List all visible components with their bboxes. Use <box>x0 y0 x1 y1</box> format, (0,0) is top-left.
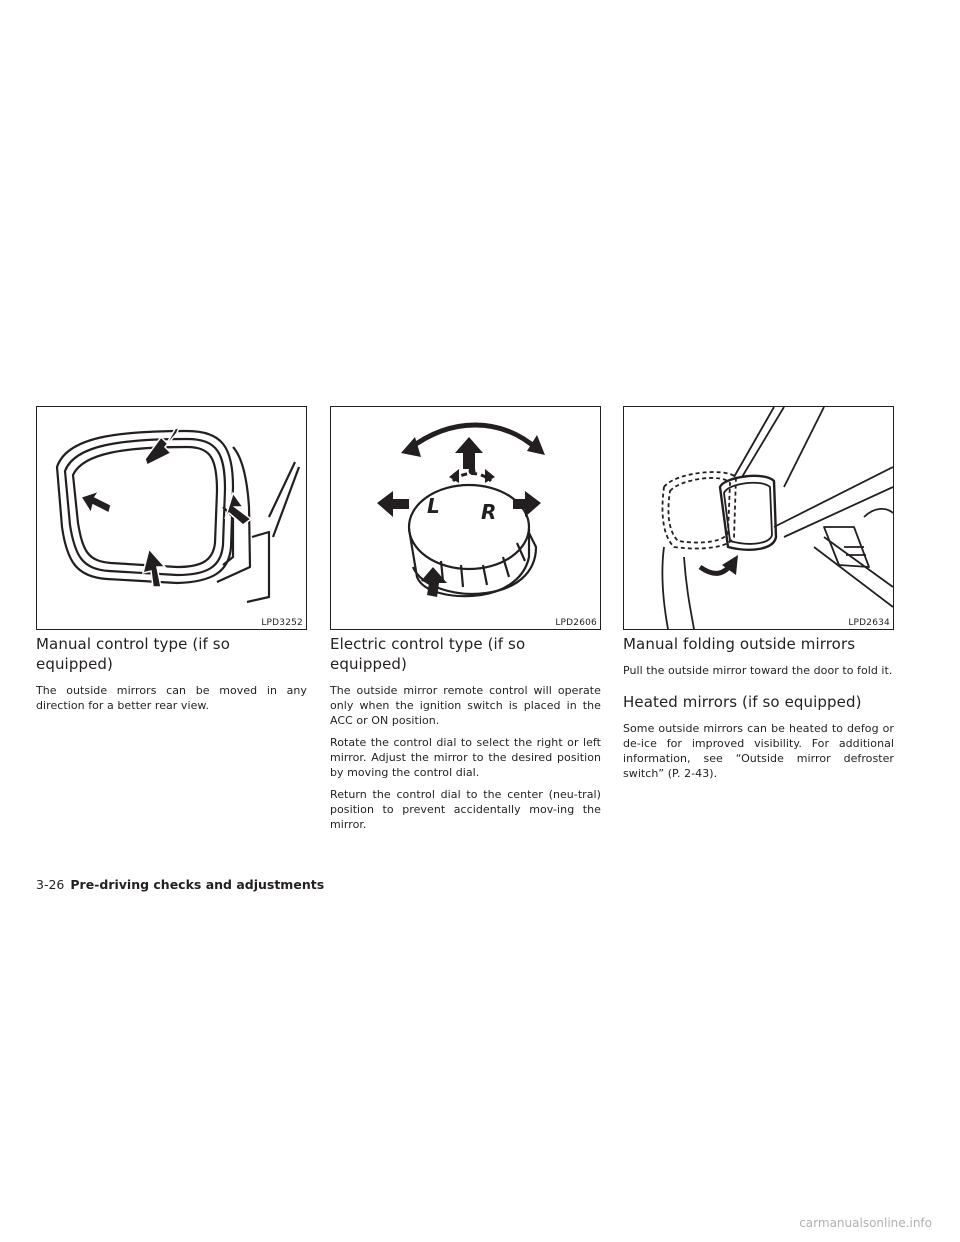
dial-label-left: L <box>427 494 440 518</box>
page-number: 3-26 <box>36 877 65 892</box>
paragraph: The outside mirror remote control will operate only when the ignition switch is placed in the ACC or ON position. <box>330 684 601 727</box>
figure-code: LPD2634 <box>848 618 890 628</box>
figure-code: LPD2606 <box>555 618 597 628</box>
section-heading: Manual folding outside mirrors <box>623 635 856 653</box>
control-dial-illustration <box>331 407 600 629</box>
figure-code: LPD3252 <box>261 618 303 628</box>
paragraph: Pull the outside mirror toward the door to fold it. <box>623 664 893 677</box>
folding-mirror-illustration <box>624 407 893 629</box>
figure-folding-mirror <box>623 406 894 630</box>
paragraph: Return the control dial to the center (neu-tral) position to prevent accidentally mov-ing the mirror. <box>330 788 601 831</box>
paragraph: Some outside mirrors can be heated to defog or de-ice for improved visibility. For additional information, see “Outside mirror defroster switch” (P. 2-43). <box>623 722 894 780</box>
paragraph: The outside mirrors can be moved in any direction for a better rear view. <box>36 684 307 712</box>
section-heading: Heated mirrors (if so equipped) <box>623 693 862 711</box>
section-heading: Manual control type (if so equipped) <box>36 635 230 673</box>
column-folding-mirrors <box>623 406 894 788</box>
dial-label-right: R <box>481 500 497 524</box>
page-footer <box>36 877 324 892</box>
column-electric-control <box>330 406 601 839</box>
paragraph: Rotate the control dial to select the right or left mirror. Adjust the mirror to the desired position by moving the control dial. <box>330 736 601 779</box>
column-manual-control <box>36 406 307 720</box>
section-title: Pre-driving checks and adjustments <box>70 877 325 892</box>
section-heading: Electric control type (if so equipped) <box>330 635 526 673</box>
figure-control-dial <box>330 406 601 630</box>
figure-manual-mirror <box>36 406 307 630</box>
watermark: carmanualsonline.info <box>799 1216 932 1230</box>
mirror-illustration <box>37 407 306 629</box>
